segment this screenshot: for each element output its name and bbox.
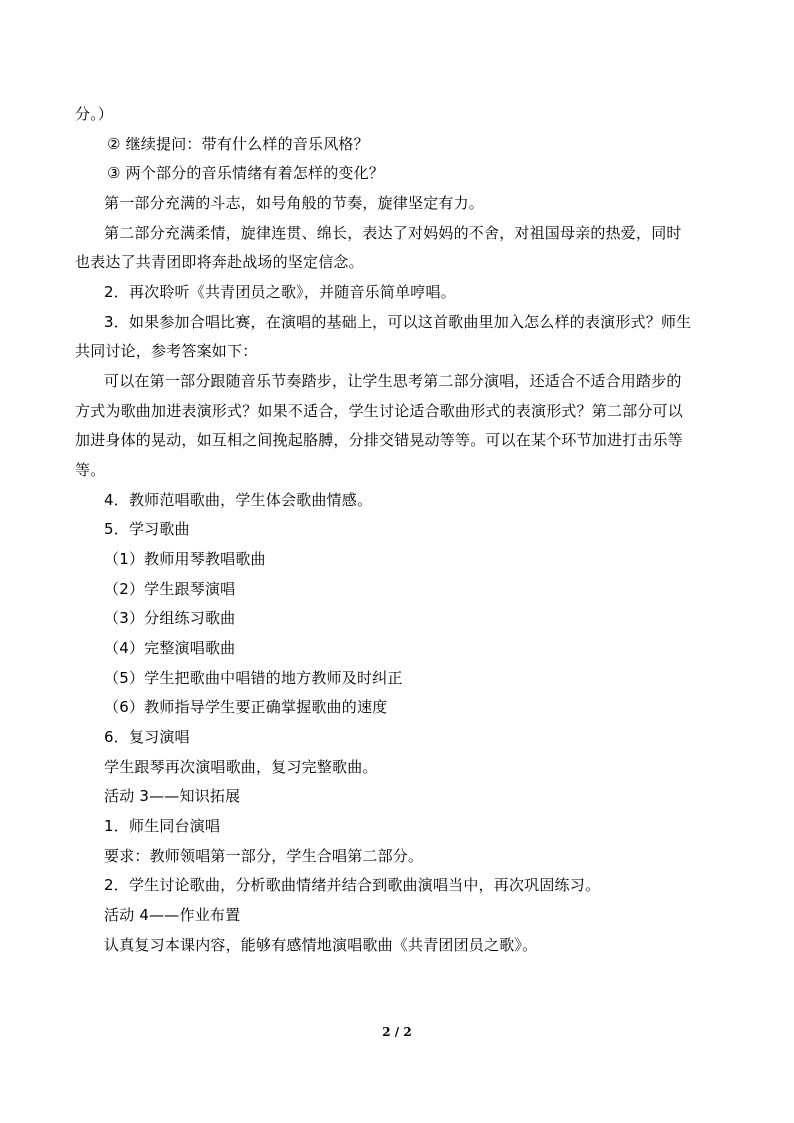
text-line: 6．复习演唱 [104, 728, 190, 746]
text-line: 2．学生讨论歌曲，分析歌曲情绪并结合到歌曲演唱当中，再次巩固练习。 [104, 876, 601, 894]
text-line: 活动 3——知识拓展 [104, 787, 241, 805]
text-line: 等。 [75, 461, 106, 479]
text-line: 也表达了共青团即将奔赴战场的坚定信念。 [75, 253, 364, 271]
text-line: 活动 4——作业布置 [104, 906, 241, 924]
text-line: （2）学生跟琴演唱 [104, 580, 236, 598]
text-line: 要求：教师领唱第一部分，学生合唱第二部分。 [104, 847, 424, 865]
text-line: 方式为歌曲加进表演形式？如果不适合，学生讨论适合歌曲形式的表演形式？第二部分可以 [75, 402, 684, 420]
text-line: （6）教师指导学生要正确掌握歌曲的速度 [104, 698, 388, 716]
page-number: 2 / 2 [382, 1025, 412, 1039]
text-line: 认真复习本课内容，能够有感情地演唱歌曲《共青团团员之歌》。 [104, 936, 538, 954]
text-line: 可以在第一部分跟随音乐节奏踏步，让学生思考第二部分演唱，还适合不适合用踏步的 [104, 372, 682, 390]
text-line: 学生跟琴再次演唱歌曲，复习完整歌曲。 [104, 758, 378, 776]
text-line: 共同讨论，参考答案如下： [75, 342, 258, 360]
text-line: （1）教师用琴教唱歌曲 [104, 550, 266, 568]
text-line: （4）完整演唱歌曲 [104, 639, 236, 657]
text-line: ③ 两个部分的音乐情绪有着怎样的变化？ [107, 164, 385, 182]
text-line: （3）分组练习歌曲 [104, 609, 236, 627]
text-line: 4．教师范唱歌曲，学生体会歌曲情感。 [104, 491, 373, 509]
text-line: ② 继续提问：带有什么样的音乐风格？ [107, 135, 369, 153]
text-line: 第二部分充满柔情，旋律连贯、绵长，表达了对妈妈的不舍，对祖国母亲的热爱，同时 [104, 224, 682, 242]
text-line: 3．如果参加合唱比赛，在演唱的基础上，可以这首歌曲里加入怎么样的表演形式？师生 [104, 313, 692, 331]
text-line: （5）学生把歌曲中唱错的地方教师及时纠正 [104, 669, 403, 687]
text-line: 分。） [75, 105, 114, 123]
text-line: 5．学习歌曲 [104, 520, 190, 538]
text-line: 第一部分充满的斗志，如号角般的节奏，旋律坚定有力。 [104, 194, 485, 212]
text-line: 1．师生同台演唱 [104, 817, 221, 835]
text-line: 2．再次聆听《共青团员之歌》，并随音乐简单哼唱。 [104, 283, 456, 301]
text-line: 加进身体的晃动，如互相之间挽起胳膊，分排交错晃动等等。可以在某个环节加进打击乐等 [75, 431, 684, 449]
